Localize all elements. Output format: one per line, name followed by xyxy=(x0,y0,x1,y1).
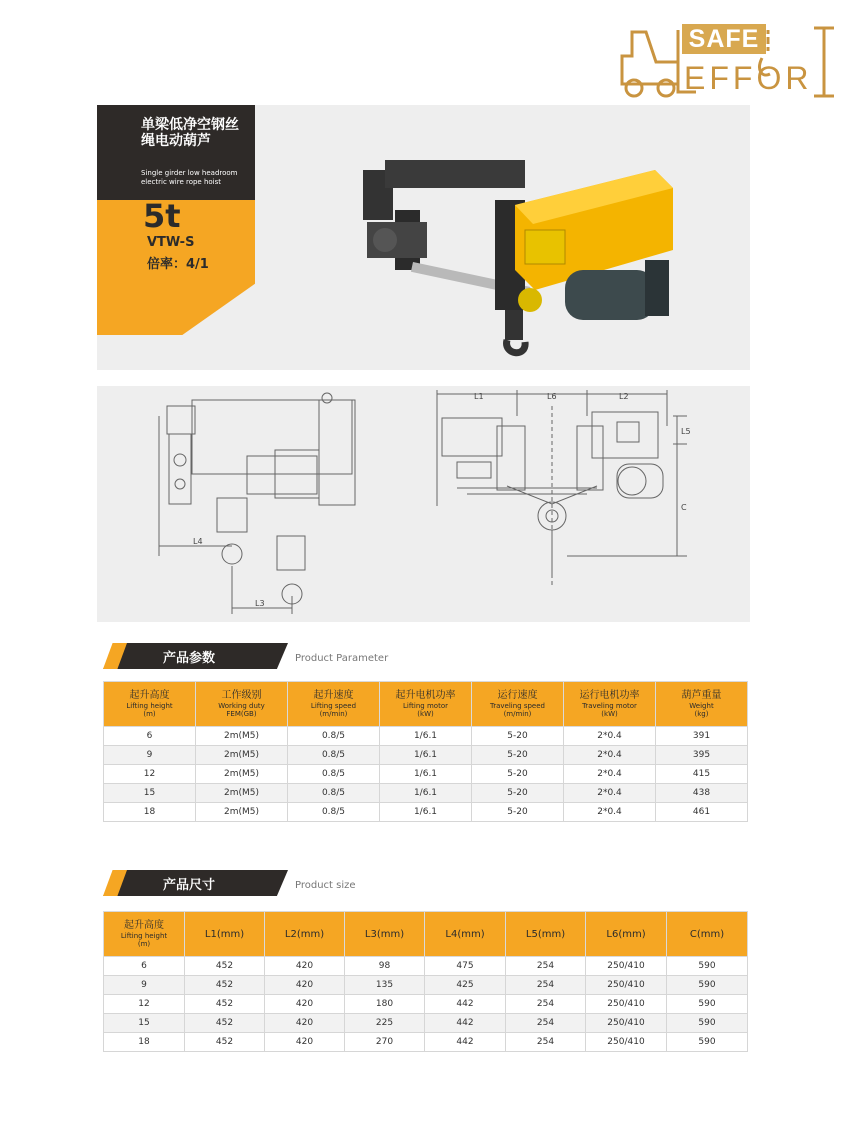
table-cell: 250/410 xyxy=(586,1014,667,1033)
table-cell: 1/6.1 xyxy=(380,784,472,803)
table-cell: 395 xyxy=(656,746,748,765)
table-cell: 5-20 xyxy=(472,765,564,784)
header-weight: 葫芦重量 Weight (kg) xyxy=(656,682,748,727)
table-cell: 425 xyxy=(425,976,506,995)
table-cell: 5-20 xyxy=(472,803,564,822)
hero-title-cn: 单梁低净空钢丝绳电动葫芦 xyxy=(141,117,239,149)
table-cell: 2*0.4 xyxy=(564,727,656,746)
table-cell: 18 xyxy=(104,803,196,822)
dim-label-l3: L3 xyxy=(255,599,265,608)
header-traveling-motor: 运行电机功率 Traveling motor (kW) xyxy=(564,682,656,727)
table-cell: 452 xyxy=(185,957,265,976)
header-l5: L5(mm) xyxy=(506,912,586,957)
dim-label-l1: L1 xyxy=(474,392,484,401)
param-table-header xyxy=(104,682,748,727)
table-cell: 0.8/5 xyxy=(288,727,380,746)
table-cell: 225 xyxy=(345,1014,425,1033)
dimension-drawing xyxy=(97,386,750,622)
technical-drawing-panel xyxy=(97,386,750,622)
table-cell: 0.8/5 xyxy=(288,746,380,765)
header-lifting-motor: 起升电机功率 Lifting motor (kW) xyxy=(380,682,472,727)
table-cell: 18 xyxy=(104,1033,185,1052)
table-row xyxy=(104,784,748,803)
table-cell: 420 xyxy=(265,1033,345,1052)
table-cell: 0.8/5 xyxy=(288,784,380,803)
dim-label-l4: L4 xyxy=(193,537,203,546)
size-table xyxy=(103,911,748,1052)
table-cell: 250/410 xyxy=(586,995,667,1014)
header-lifting-height: 起升高度 Lifting height (m) xyxy=(104,682,196,727)
table-cell: 250/410 xyxy=(586,976,667,995)
table-cell: 0.8/5 xyxy=(288,803,380,822)
table-cell: 250/410 xyxy=(586,1033,667,1052)
table-cell: 254 xyxy=(506,957,586,976)
table-cell: 254 xyxy=(506,1033,586,1052)
table-cell: 2m(M5) xyxy=(196,784,288,803)
header-lifting-height: 起升高度 Lifting height (m) xyxy=(104,912,185,957)
table-cell: 135 xyxy=(345,976,425,995)
size-section-title-en: Product size xyxy=(295,880,356,891)
table-cell: 590 xyxy=(667,1033,748,1052)
table-cell: 180 xyxy=(345,995,425,1014)
size-section-header xyxy=(103,870,403,898)
table-cell: 5-20 xyxy=(472,746,564,765)
table-cell: 420 xyxy=(265,957,345,976)
header-lifting-speed: 起升速度 Lifting speed (m/min) xyxy=(288,682,380,727)
table-cell: 590 xyxy=(667,976,748,995)
table-cell: 5-20 xyxy=(472,784,564,803)
table-cell: 15 xyxy=(104,1014,185,1033)
table-cell: 391 xyxy=(656,727,748,746)
table-cell: 254 xyxy=(506,1014,586,1033)
header-l3: L3(mm) xyxy=(345,912,425,957)
table-cell: 2*0.4 xyxy=(564,765,656,784)
table-cell: 442 xyxy=(425,1033,506,1052)
table-cell: 2m(M5) xyxy=(196,803,288,822)
table-cell: 6 xyxy=(104,727,196,746)
table-cell: 461 xyxy=(656,803,748,822)
table-cell: 254 xyxy=(506,995,586,1014)
size-section-title-cn: 产品尺寸 xyxy=(163,878,216,893)
table-cell: 9 xyxy=(104,746,196,765)
dim-label-l2: L2 xyxy=(619,392,629,401)
header-l4: L4(mm) xyxy=(425,912,506,957)
dim-label-l5: L5 xyxy=(681,427,691,436)
hero-model: VTW-S xyxy=(147,235,195,250)
hoist-product-image xyxy=(355,150,680,360)
table-cell: 250/410 xyxy=(586,957,667,976)
logo-text-safe: SAFE xyxy=(682,24,766,54)
header-c: C(mm) xyxy=(667,912,748,957)
param-section-title-en: Product Parameter xyxy=(295,653,389,664)
table-cell: 438 xyxy=(656,784,748,803)
table-cell: 442 xyxy=(425,995,506,1014)
table-row xyxy=(104,995,748,1014)
table-cell: 98 xyxy=(345,957,425,976)
table-cell: 5-20 xyxy=(472,727,564,746)
table-cell: 452 xyxy=(185,1014,265,1033)
table-cell: 2*0.4 xyxy=(564,803,656,822)
table-cell: 270 xyxy=(345,1033,425,1052)
table-cell: 590 xyxy=(667,1014,748,1033)
table-cell: 452 xyxy=(185,995,265,1014)
table-cell: 420 xyxy=(265,995,345,1014)
dim-label-l6: L6 xyxy=(547,392,557,401)
header-l6: L6(mm) xyxy=(586,912,667,957)
table-cell: 1/6.1 xyxy=(380,727,472,746)
table-cell: 12 xyxy=(104,765,196,784)
table-cell: 1/6.1 xyxy=(380,765,472,784)
table-cell: 2m(M5) xyxy=(196,746,288,765)
table-cell: 452 xyxy=(185,1033,265,1052)
table-cell: 1/6.1 xyxy=(380,746,472,765)
header-working-duty: 工作级别 Working duty FEM(GB) xyxy=(196,682,288,727)
table-row xyxy=(104,1014,748,1033)
table-row xyxy=(104,765,748,784)
hero-ratio: 倍率：4/1 xyxy=(147,257,209,272)
table-cell: 420 xyxy=(265,976,345,995)
header-l1: L1(mm) xyxy=(185,912,265,957)
table-row xyxy=(104,957,748,976)
table-cell: 2m(M5) xyxy=(196,765,288,784)
table-row xyxy=(104,803,748,822)
table-cell: 9 xyxy=(104,976,185,995)
table-cell: 590 xyxy=(667,957,748,976)
table-cell: 1/6.1 xyxy=(380,803,472,822)
dim-label-c: C xyxy=(681,503,687,512)
hero-capacity: 5t xyxy=(143,197,181,235)
logo-text-effor: EFFOR xyxy=(684,60,813,96)
table-cell: 254 xyxy=(506,976,586,995)
table-cell: 442 xyxy=(425,1014,506,1033)
hero-banner xyxy=(97,105,750,370)
param-section-header xyxy=(103,643,403,671)
hero-title-en: Single girder low headroom electric wire rope hoist xyxy=(141,169,238,186)
table-cell: 420 xyxy=(265,1014,345,1033)
table-cell: 12 xyxy=(104,995,185,1014)
table-cell: 415 xyxy=(656,765,748,784)
table-row xyxy=(104,746,748,765)
header-l2: L2(mm) xyxy=(265,912,345,957)
table-cell: 2m(M5) xyxy=(196,727,288,746)
table-row xyxy=(104,727,748,746)
param-table xyxy=(103,681,748,822)
table-cell: 6 xyxy=(104,957,185,976)
table-cell: 0.8/5 xyxy=(288,765,380,784)
table-cell: 452 xyxy=(185,976,265,995)
header-traveling-speed: 运行速度 Traveling speed (m/min) xyxy=(472,682,564,727)
table-cell: 475 xyxy=(425,957,506,976)
table-cell: 2*0.4 xyxy=(564,784,656,803)
table-cell: 2*0.4 xyxy=(564,746,656,765)
param-section-title-cn: 产品参数 xyxy=(163,651,216,666)
size-table-header xyxy=(104,912,748,957)
table-row xyxy=(104,1033,748,1052)
table-cell: 590 xyxy=(667,995,748,1014)
table-row xyxy=(104,976,748,995)
table-cell: 15 xyxy=(104,784,196,803)
